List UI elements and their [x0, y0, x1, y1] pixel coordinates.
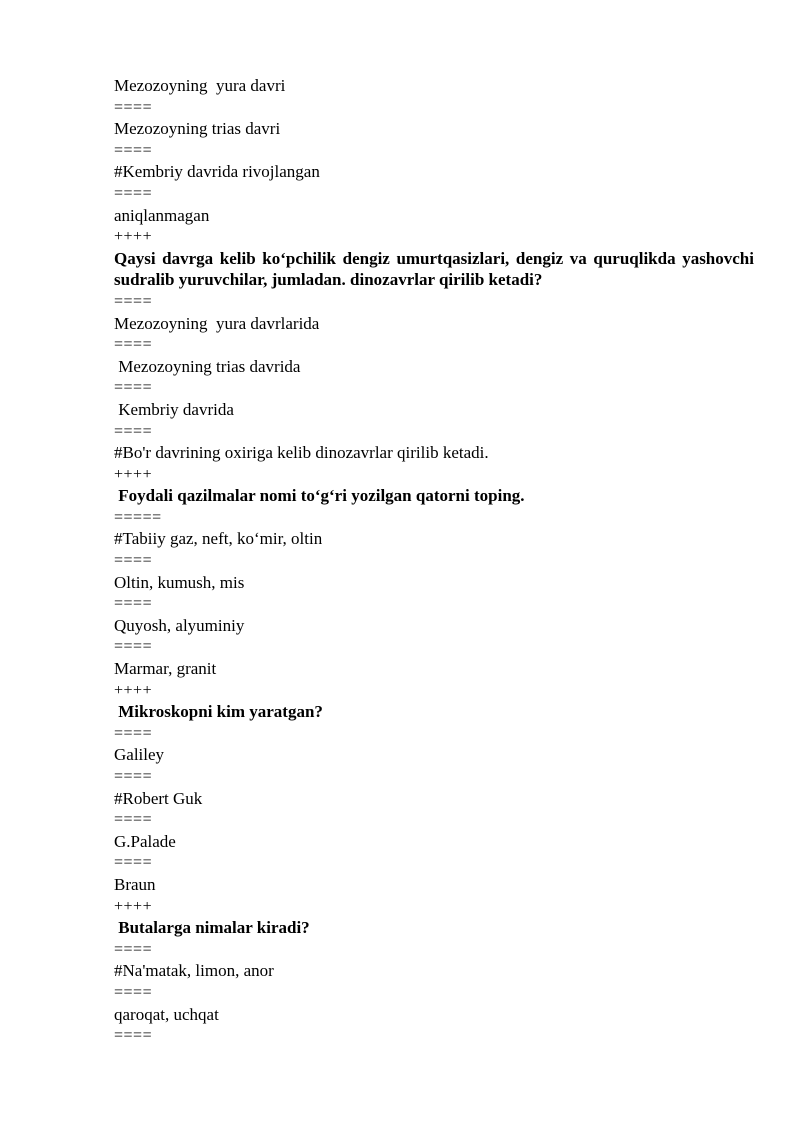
separator-line: ====: [114, 422, 153, 440]
question-text: Mikroskopni kim yaratgan?: [114, 702, 323, 722]
separator-line: ====: [114, 1027, 153, 1045]
separator-line: ++++: [114, 897, 153, 915]
separator-line: ====: [114, 336, 153, 354]
answer-option: #Tabiiy gaz, neft, ko‘mir, oltin: [114, 529, 323, 549]
separator-line: ++++: [114, 228, 153, 246]
answer-option: Braun: [114, 874, 156, 894]
separator-line: ====: [114, 552, 153, 570]
separator-line: =====: [114, 508, 162, 526]
answer-option: Quyosh, alyuminiy: [114, 615, 245, 635]
separator-line: ====: [114, 854, 153, 872]
separator-line: ====: [114, 768, 153, 785]
separator-line: ====: [114, 292, 153, 310]
separator-line: ====: [114, 141, 153, 159]
document-body: [114, 75, 759, 1047]
separator-line: ====: [114, 379, 153, 397]
question-text: Butalarga nimalar kiradi?: [114, 918, 310, 938]
answer-option: Oltin, kumush, mis: [114, 572, 245, 592]
answer-option: Kembriy davrida: [114, 399, 234, 419]
separator-line: ====: [114, 983, 153, 1001]
answer-option: Mezozoyning trias davrida: [114, 356, 301, 376]
separator-line: ====: [114, 595, 153, 613]
separator-line: ====: [114, 98, 153, 116]
answer-option: Galiley: [114, 745, 165, 765]
answer-option: Mezozoyning yura davri: [114, 76, 286, 95]
question-text: Qaysi davrga kelib ko‘pchilik dengiz umurtqasizlari, dengiz va quruqlikda yashovchi sudralib yuruvchilar, jumladan. dinozavrlar qirilib ketadi?: [114, 248, 759, 290]
answer-option: #Bo'r davrining oxiriga kelib dinozavrlar qirilib ketadi.: [114, 443, 489, 463]
answer-option: #Na'matak, limon, anor: [114, 961, 274, 981]
separator-line: ====: [114, 638, 153, 656]
answer-option: Mezozoyning trias davri: [114, 119, 281, 139]
separator-line: ====: [114, 811, 153, 829]
answer-option: qaroqat, uchqat: [114, 1004, 219, 1024]
separator-line: ++++: [114, 465, 153, 483]
answer-option: #Robert Guk: [114, 788, 203, 808]
document-page: [114, 75, 759, 1047]
question-text: Foydali qazilmalar nomi to‘g‘ri yozilgan qatorni toping.: [114, 486, 525, 506]
answer-option: #Kembriy davrida rivojlangan: [114, 162, 320, 182]
separator-line: ++++: [114, 681, 153, 699]
separator-line: ====: [114, 940, 153, 958]
answer-option: G.Palade: [114, 831, 176, 851]
answer-option: Marmar, granit: [114, 659, 217, 679]
separator-line: ====: [114, 184, 153, 202]
answer-option: aniqlanmagan: [114, 205, 210, 225]
answer-option: Mezozoyning yura davrlarida: [114, 313, 320, 333]
separator-line: ====: [114, 724, 153, 742]
